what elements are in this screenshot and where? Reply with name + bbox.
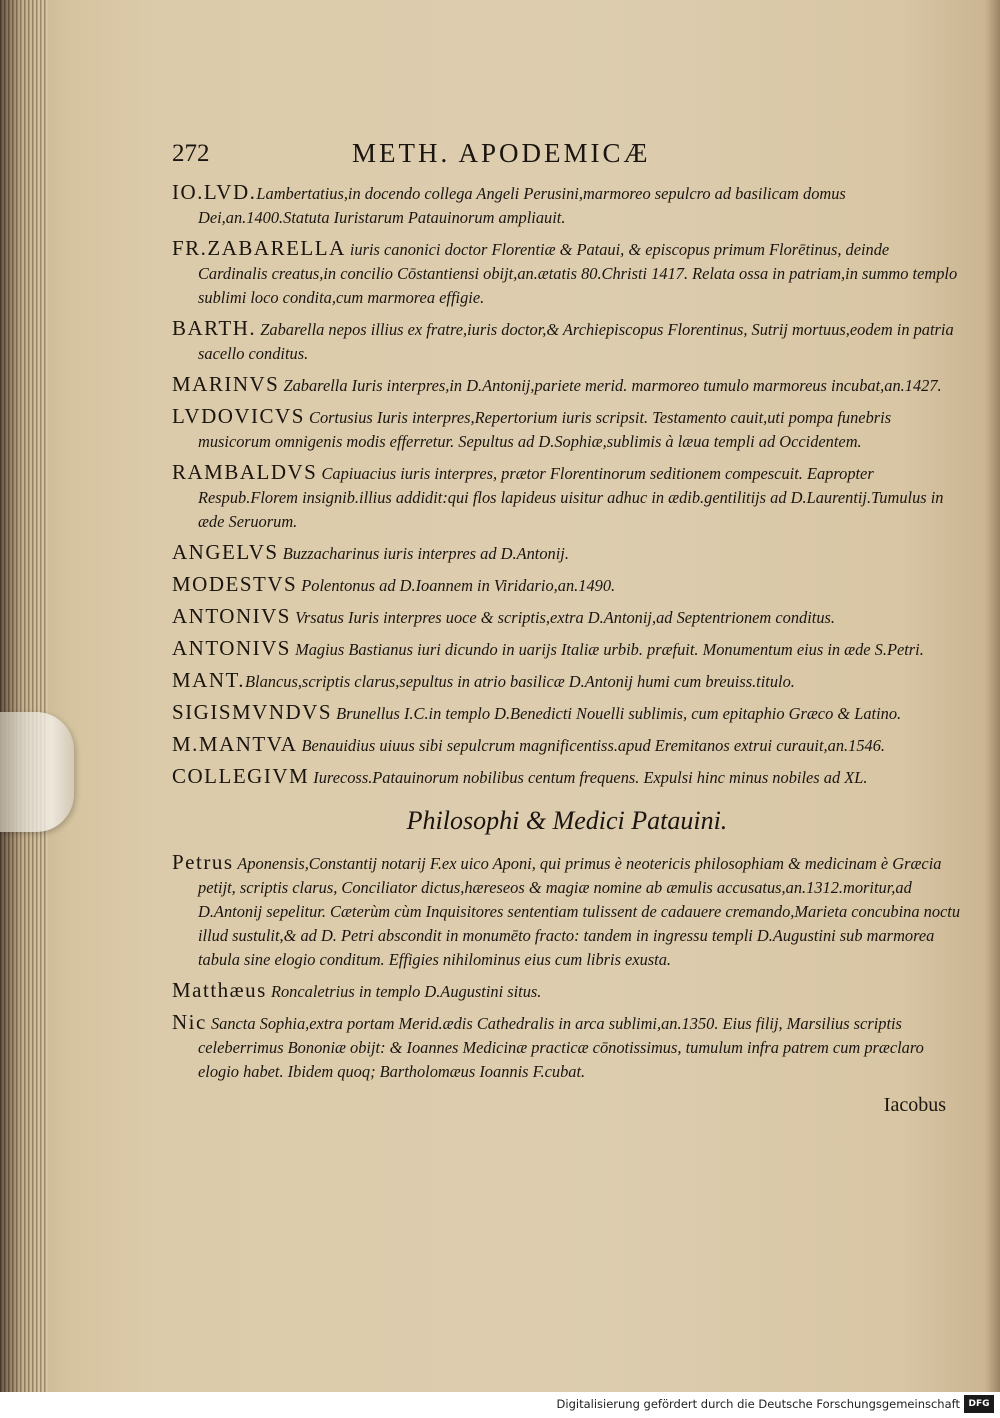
entry-lead: SIGISMVNDVS	[172, 700, 333, 724]
footer-credit: Digitalisierung gefördert durch die Deutsche Forschungsgemeinschaft	[556, 1397, 960, 1411]
entry-text: iuris canonici doctor Florentiæ & Pataui, & episcopus primum Florētinus, deinde Cardinalis creatus,in concilio Cōstantiensi obijt,an.ætatis 80.Christi 1417. Relata ossa in patriam,in summo templo sublimi loco condita,cum marmorea effigie.	[198, 240, 958, 307]
entry-lead: ANTONIVS	[172, 604, 291, 628]
entry-barth	[172, 316, 962, 366]
entry-text: Blancus,scriptis clarus,sepultus in atrio basilicæ D.Antonij humi cum breuiss.titulo.	[245, 672, 795, 691]
entry-lead: Nic	[172, 1010, 207, 1034]
entry-antonius-magius	[172, 636, 962, 662]
entry-text: Brunellus I.C.in templo D.Benedicti Nouelli sublimis, cum epitaphio Græco & Latino.	[336, 704, 902, 723]
entry-lead: BARTH.	[172, 316, 257, 340]
entry-lead: MODESTVS	[172, 572, 298, 596]
entry-lead: IO.LVD.	[172, 180, 257, 204]
entry-lead: ANGELVS	[172, 540, 279, 564]
entry-text: Iurecoss.Patauinorum nobilibus centum frequens. Expulsi hinc minus nobiles ad XL.	[313, 768, 868, 787]
entry-text: Capiuacius iuris interpres, prætor Florentinorum seditionem compescuit. Eapropter Respub.Florem insignib.illius addidit:qui flos lapideus uisitur adhuc in ædib.gentilitijs ad D.Laurentij.Tumulus in æde Seruorum.	[198, 464, 944, 531]
page-body	[172, 128, 962, 1117]
running-head	[172, 128, 962, 172]
entry-lead: M.MANTVA	[172, 732, 298, 756]
entry-rambaldus	[172, 460, 962, 534]
entry-matthaeus	[172, 978, 962, 1004]
entry-text: Lambertatius,in docendo collega Angeli Perusini,marmoreo sepulcro ad basilicam domus Dei,an.1400.Statuta Iuristarum Patauinorum ampliauit.	[198, 184, 846, 227]
entry-lead: MARINVS	[172, 372, 280, 396]
entry-lead: RAMBALDVS	[172, 460, 318, 484]
entry-text: Sancta Sophia,extra portam Merid.ædis Cathedralis in arca sublimi,an.1350. Eius filij, Marsilius scriptis celeberrimus Bononiæ obijt: & Ioannes Medicinæ practicæ cōnotissimus, tumulum infra patrem cum præclaro elogio habet. Ibidem quoq; Bartholomæus Ioannis F.cubat.	[198, 1014, 924, 1081]
digitization-footer	[0, 1392, 1000, 1418]
entry-antonius-vrsatus	[172, 604, 962, 630]
entry-sigismundus	[172, 700, 962, 726]
page-clip	[0, 712, 74, 832]
entry-mant-blancus	[172, 668, 962, 694]
entry-text: Benauidius uiuus sibi sepulcrum magnificentiss.apud Eremitanos extrui curauit,an.1546.	[301, 736, 885, 755]
entry-modestus	[172, 572, 962, 598]
entry-text: Cortusius Iuris interpres,Repertorium iuris scripsit. Testamento cauit,uti pompa funebris musicorum omnigenis modis efferretur. Sepultus ad D.Sophiæ,sublimis à læua templi ad Occidentem.	[198, 408, 892, 451]
entry-lead: Matthæus	[172, 978, 267, 1002]
entry-nic-sancta-sophia	[172, 1010, 962, 1084]
entry-text: Magius Bastianus iuri dicundo in uarijs Italiæ urbib. præfuit. Monumentum eius in æde S.Petri.	[295, 640, 924, 659]
entry-text: Vrsatus Iuris interpres uoce & scriptis,extra D.Antonij,ad Septentrionem conditus.	[295, 608, 835, 627]
entry-lud-lambertatius	[172, 180, 962, 230]
entry-lead: LVDOVICVS	[172, 404, 305, 428]
entry-lead: FR.ZABARELLA	[172, 236, 346, 260]
entry-angelus	[172, 540, 962, 566]
entry-marinus	[172, 372, 962, 398]
page-number: 272	[172, 140, 210, 167]
entry-lead: COLLEGIVM	[172, 764, 310, 788]
entry-text: Aponensis,Constantij notarij F.ex uico Aponi, qui primus è neotericis philosophiam & medicinam è Græcia petijt, scriptis clarus, Conciliator dictus,hæreseos & magiæ nomine ab æmulis accusatus,an.1312.moritur,ad D.Antonij sepelitur. Cæterùm cùm Inquisitores sententiam tulissent de cadauere cremando,Marieta concubina noctu illud sustulit,& ad D. Petri abscondit in monumēto fracto: tandem in ingressu templi D.Augustini sub marmorea tabula sine elogio conditum. Effigies nihilominus eius cum libris exusta.	[198, 854, 961, 969]
entry-petrus-aponensis	[172, 850, 962, 972]
section-title: Philosophi & Medici Patauini.	[406, 806, 728, 835]
book-fore-edges	[0, 0, 48, 1392]
entry-text: Zabarella nepos illius ex fratre,iuris doctor,& Archiepiscopus Florentinus, Sutrij mortuus,eodem in patria sacello conditus.	[198, 320, 954, 363]
entry-ludovicus	[172, 404, 962, 454]
entry-text: Polentonus ad D.Ioannem in Viridario,an.1490.	[301, 576, 616, 595]
entry-text: Roncaletrius in templo D.Augustini situs.	[270, 982, 542, 1001]
entry-m-mantua	[172, 732, 962, 758]
entry-lead: Petrus	[172, 850, 234, 874]
entry-lead: ANTONIVS	[172, 636, 291, 660]
entry-collegium	[172, 764, 962, 790]
catchword: Iacobus	[883, 1094, 946, 1116]
running-title: METH. APODEMICÆ	[352, 138, 651, 168]
entry-text: Buzzacharinus iuris interpres ad D.Antonij.	[282, 544, 569, 563]
entry-text: Zabarella Iuris interpres,in D.Antonij,pariete merid. marmoreo tumulo marmoreus incubat,an.1427.	[283, 376, 942, 395]
entry-zabarella	[172, 236, 962, 310]
dfg-logo-icon: DFG	[964, 1395, 994, 1413]
entry-lead: MANT.	[172, 668, 246, 692]
